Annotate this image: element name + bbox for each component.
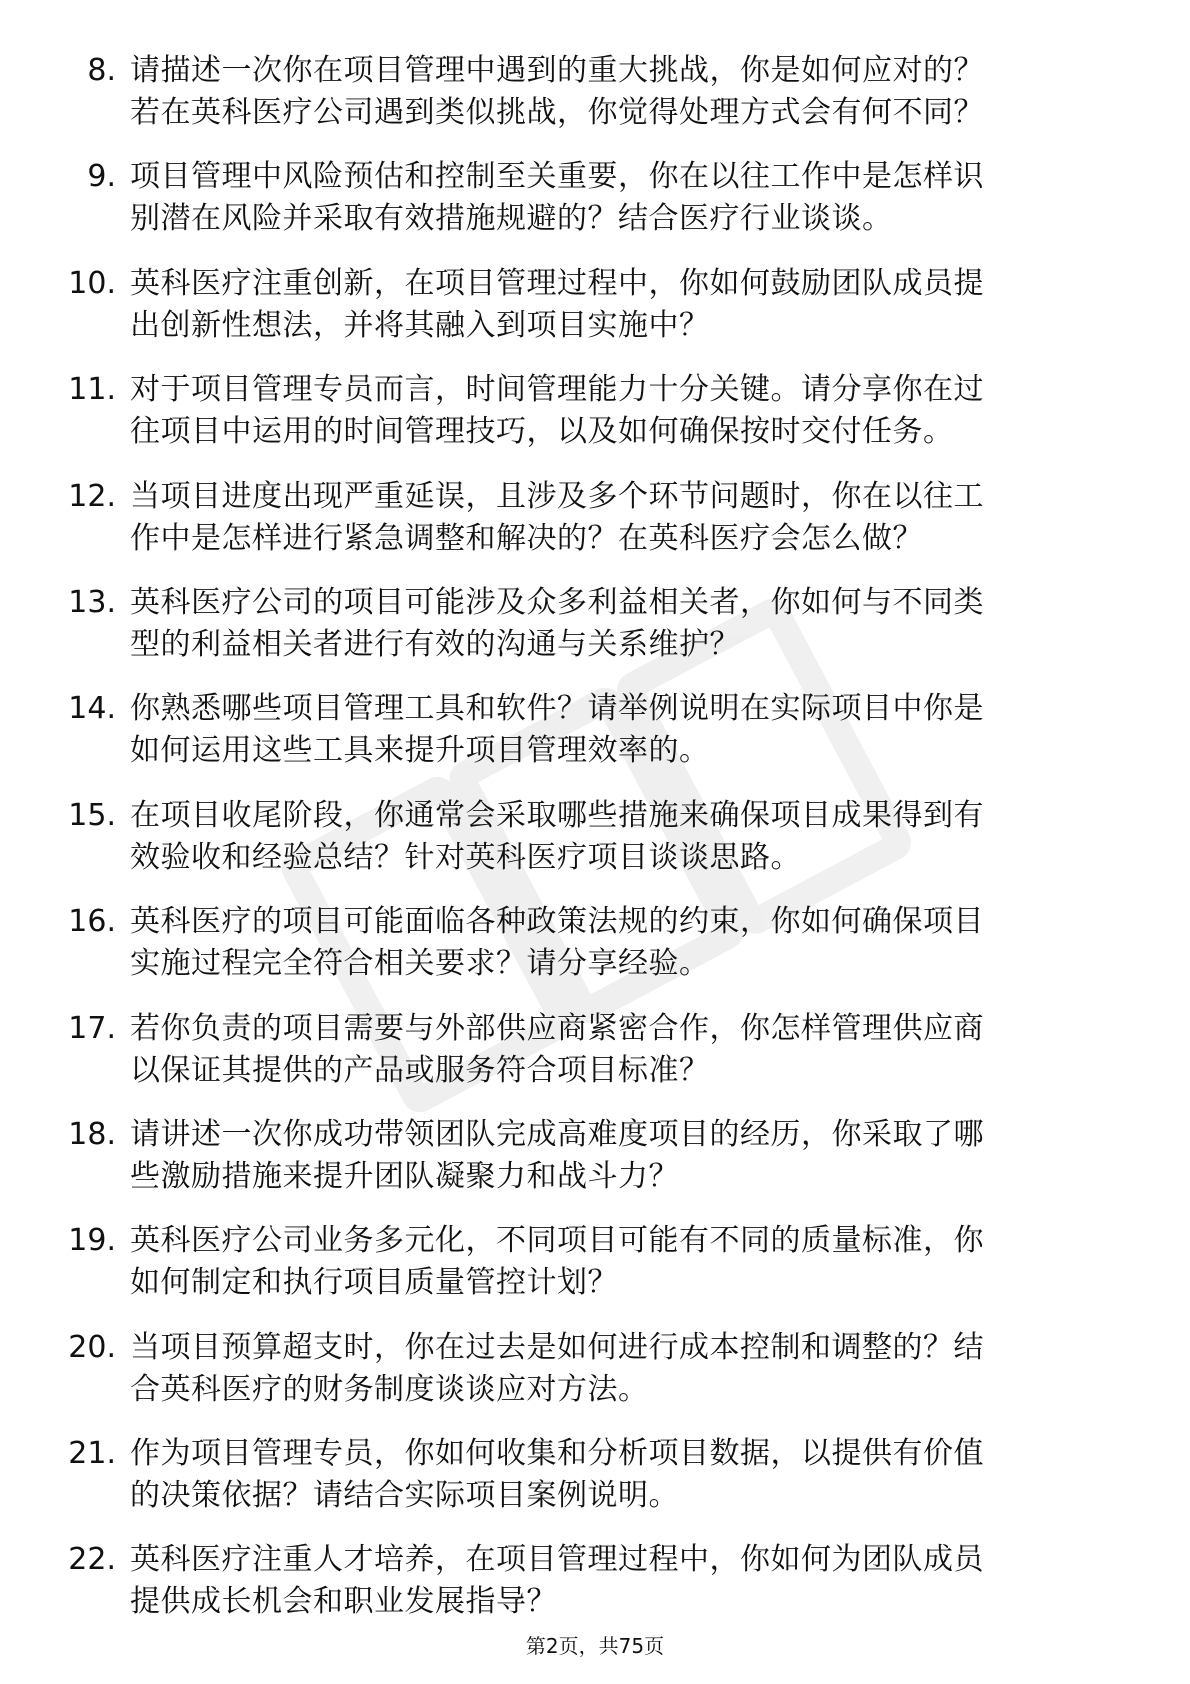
question-number: 10. — [68, 265, 116, 301]
question-text: 当项目预算超支时，你在过去是如何进行成本控制和调整的？结 合英科医疗的财务制度谈谈应对方法。 — [130, 1329, 984, 1407]
list-item — [0, 582, 1190, 666]
question-number: 19. — [68, 1223, 116, 1259]
list-item — [0, 1327, 1190, 1411]
list-item — [0, 688, 1190, 772]
page-footer — [0, 1632, 1190, 1660]
list-item — [0, 795, 1190, 879]
question-text: 你熟悉哪些项目管理工具和软件？请举例说明在实际项目中你是 如何运用这些工具来提升项目管理效率的。 — [130, 691, 984, 769]
question-number: 8. — [87, 53, 116, 88]
list-item — [0, 476, 1190, 560]
question-number: 18. — [68, 1116, 116, 1152]
question-text: 当项目进度出现严重延误，且涉及多个环节问题时，你在以往工 作中是怎样进行紧急调整和解决的？在英科医疗会怎么做？ — [130, 478, 984, 556]
list-item — [0, 1433, 1190, 1517]
list-item — [0, 901, 1190, 985]
question-number: 14. — [68, 691, 116, 727]
question-text: 英科医疗公司的项目可能涉及众多利益相关者，你如何与不同类 型的利益相关者进行有效的沟通与关系维护？ — [130, 584, 984, 662]
question-number: 21. — [68, 1436, 116, 1472]
list-item — [0, 156, 1190, 240]
question-text: 项目管理中风险预估和控制至关重要，你在以往工作中是怎样识 别潜在风险并采取有效措施规避的？结合医疗行业谈谈。 — [130, 159, 984, 237]
question-text: 英科医疗注重创新，在项目管理过程中，你如何鼓励团队成员提 出创新性想法，并将其融入到项目实施中？ — [130, 265, 984, 343]
question-number: 11. — [68, 372, 116, 408]
list-item — [0, 1114, 1190, 1198]
question-text: 对于项目管理专员而言，时间管理能力十分关键。请分享你在过 往项目中运用的时间管理技巧，以及如何确保按时交付任务。 — [130, 372, 984, 450]
question-number: 17. — [68, 1010, 116, 1046]
question-text: 在项目收尾阶段，你通常会采取哪些措施来确保项目成果得到有 效验收和经验总结？针对英科医疗项目谈谈思路。 — [130, 797, 984, 875]
question-number: 9. — [87, 159, 116, 195]
question-text: 若你负责的项目需要与外部供应商紧密合作，你怎样管理供应商 以保证其提供的产品或服务符合项目标准？ — [130, 1010, 984, 1088]
question-number: 13. — [68, 584, 116, 620]
question-number: 20. — [68, 1329, 116, 1365]
question-number: 15. — [68, 797, 116, 833]
question-text: 作为项目管理专员，你如何收集和分析项目数据，以提供有价值 的决策依据？请结合实际项目案例说明。 — [130, 1436, 984, 1514]
question-text: 英科医疗注重人才培养，在项目管理过程中，你如何为团队成员 提供成长机会和职业发展指导？ — [130, 1542, 984, 1620]
question-number: 12. — [68, 478, 116, 514]
list-item — [0, 369, 1190, 453]
list-item — [0, 50, 1190, 134]
question-list — [0, 50, 1190, 1646]
question-number: 16. — [68, 904, 116, 940]
list-item — [0, 1220, 1190, 1304]
list-item — [0, 1008, 1190, 1092]
list-item — [0, 1539, 1190, 1623]
question-number: 22. — [68, 1542, 116, 1578]
question-text: 请描述一次你在项目管理中遇到的重大挑战，你是如何应对的？ 若在英科医疗公司遇到类似挑战，你觉得处理方式会有何不同？ — [130, 53, 984, 130]
page-number-label: 第2页，共75页 — [525, 1634, 665, 1658]
question-text: 英科医疗公司业务多元化，不同项目可能有不同的质量标准，你 如何制定和执行项目质量管控计划？ — [130, 1223, 984, 1301]
question-text: 请讲述一次你成功带领团队完成高难度项目的经历，你采取了哪 些激励措施来提升团队凝聚力和战斗力？ — [130, 1116, 984, 1194]
question-text: 英科医疗的项目可能面临各种政策法规的约束，你如何确保项目 实施过程完全符合相关要求？请分享经验。 — [130, 904, 984, 982]
list-item — [0, 263, 1190, 347]
